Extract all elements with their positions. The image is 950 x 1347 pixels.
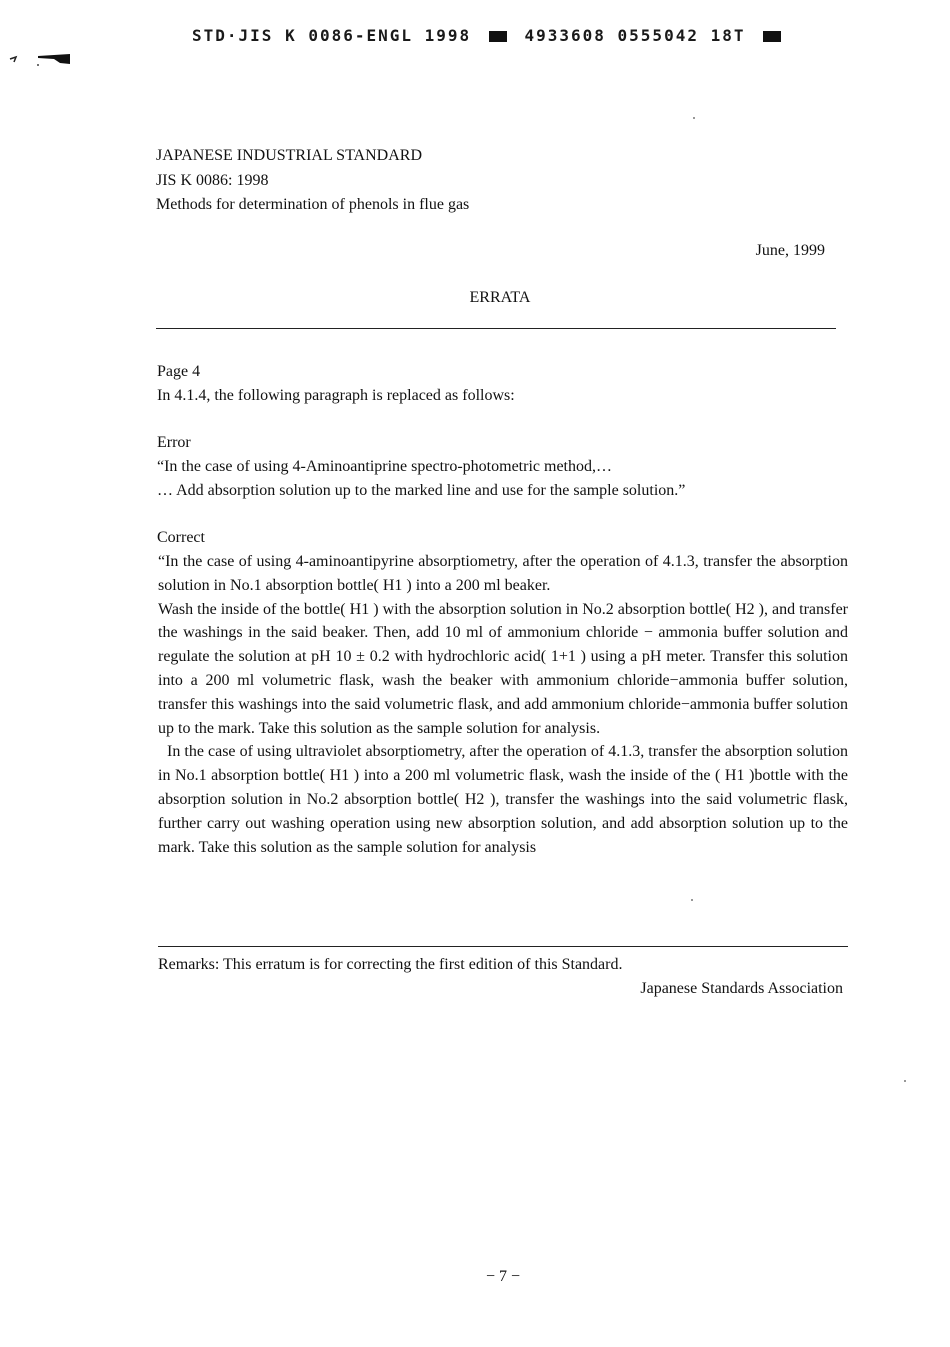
correct-paragraph-3: In the case of using ultraviolet absorptiometry, after the operation of 4.1.3, transfer the absorption solution in No.1 absorption bottle( H1 ) into a 200 ml volumetric flask, wash the inside of the ( H1 )bottle with the absorption solution in No.2 absorption bottle( H2 ), transfer the washings into the said volumetric flask, further carry out washing operation using new absorption solution, and add absorption solution up to the mark. Take this solution as the sample solution for analysis: [158, 743, 848, 856]
error-label: Error: [157, 434, 191, 451]
scan-artifact-mark: [8, 50, 72, 72]
standard-number: JIS K 0086: 1998: [156, 171, 269, 189]
standard-org: JAPANESE INDUSTRIAL STANDARD: [156, 147, 422, 164]
scan-speck: [904, 1080, 906, 1082]
page-reference: Page 4: [157, 363, 201, 380]
page-title: ERRATA: [469, 289, 531, 306]
standard-identification: [156, 144, 469, 218]
header-code-part2: 4933608 0555042 18T: [524, 26, 746, 45]
page-number: − 7 −: [485, 1268, 521, 1285]
clause-intro: In 4.1.4, the following paragraph is replaced as follows:: [157, 387, 515, 404]
correct-label: Correct: [157, 529, 205, 546]
correct-paragraph-2: Wash the inside of the bottle( H1 ) with the absorption solution in No.2 absorption bottle( H2 ), and transfer the washings in the said beaker. Then, add 10 ml of ammonium chloride − ammonia buffer solution and regulate the solution at pH 10 ± 0.2 with hydrochloric acid( 1+1 ) using a pH meter. Transfer this solution into a 200 ml volumetric flask, wash the beaker with ammonium chloride−ammonia buffer solution, transfer this washings into the said volumetric flask, and add ammonium chloride−ammonia buffer solution up to the mark. Take this solution as the sample solution for analysis.: [158, 600, 848, 737]
standard-subject: Methods for determination of phenols in flue gas: [156, 196, 470, 213]
errata-date: June, 1999: [755, 242, 825, 259]
remarks-note: Remarks: This erratum is for correcting the first edition of this Standard.: [158, 956, 623, 973]
black-bar-mark: [763, 31, 781, 42]
scan-speck: [693, 117, 695, 119]
title-divider: [156, 328, 836, 329]
error-text-line1: “In the case of using 4-Aminoantiprine spectro-photometric method,…: [157, 458, 612, 475]
correct-text: [158, 550, 848, 859]
header-code-part1: STD·JIS K 0086-ENGL 1998: [192, 26, 472, 45]
remarks-divider: [158, 946, 848, 947]
black-bar-mark: [489, 31, 507, 42]
scan-speck: [691, 899, 693, 901]
document-header-code: [192, 26, 787, 45]
correct-paragraph-1: “In the case of using 4-aminoantipyrine absorptiometry, after the operation of 4.1.3, transfer the absorption solution in No.1 absorption bottle( H1 ) into a 200 ml beaker.: [158, 553, 848, 594]
error-text-line2: … Add absorption solution up to the marked line and use for the sample solution.”: [157, 482, 686, 499]
publisher-name: Japanese Standards Association: [640, 980, 843, 997]
